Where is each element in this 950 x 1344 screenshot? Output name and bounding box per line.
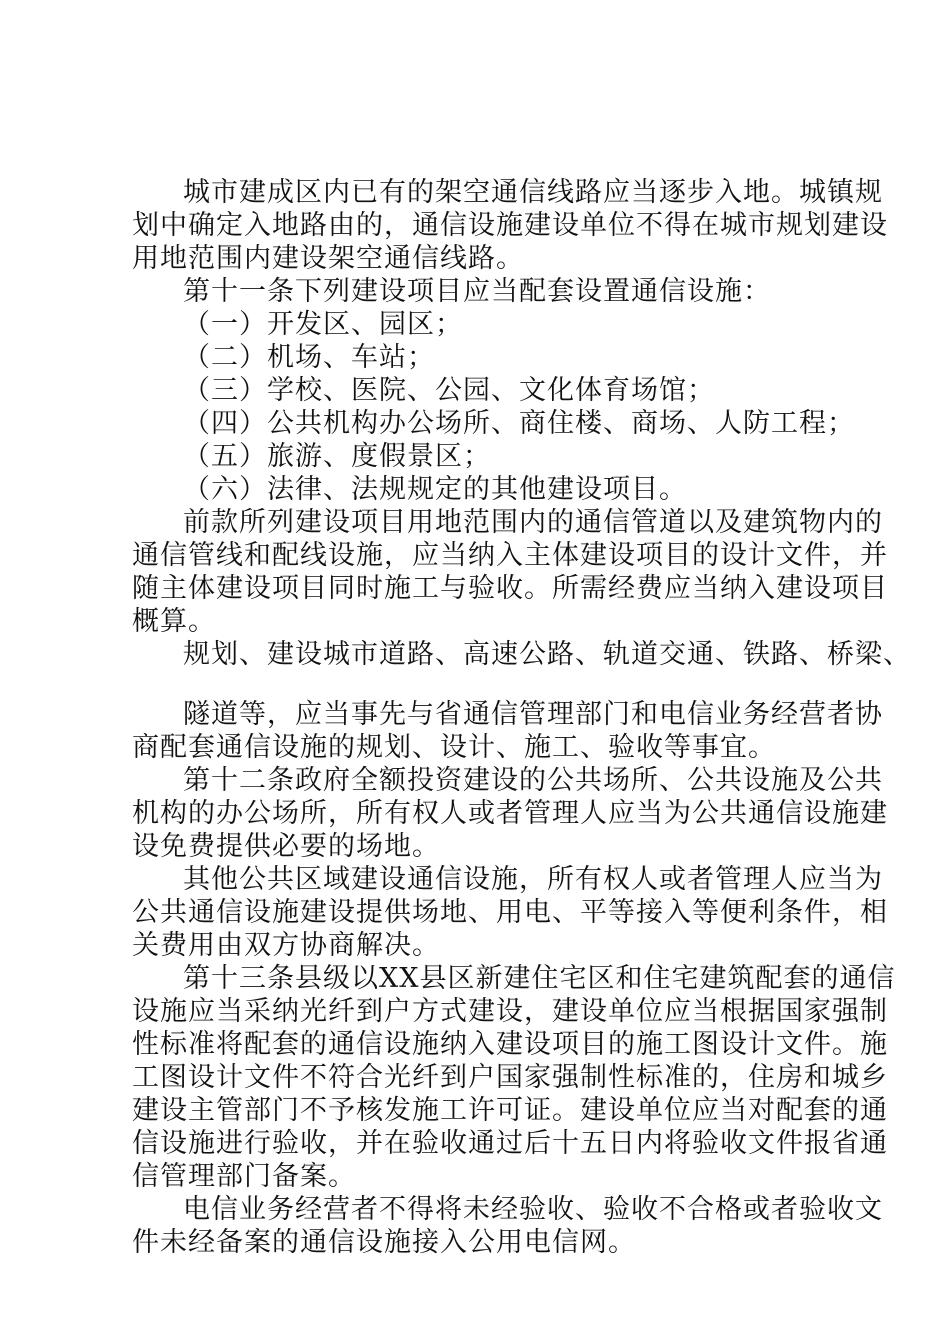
paragraph-line: 电信业务经营者不得将未经验收、验收不合格或者验收文 bbox=[183, 1194, 883, 1225]
paragraph-line: 隧道等，应当事先与省通信管理部门和电信业务经营者协 bbox=[183, 699, 883, 730]
paragraph-line: 件未经备案的通信设施接入公用电信网。 bbox=[132, 1227, 636, 1258]
paragraph-line: 信设施进行验收，并在验收通过后十五日内将验收文件报省通 bbox=[132, 1128, 888, 1159]
list-item: （六）法律、法规规定的其他建设项目。 bbox=[183, 474, 687, 505]
article-heading-line: 第十三条县级以XX县区新建住宅区和住宅建筑配套的通信 bbox=[183, 963, 896, 994]
list-item: （三）学校、医院、公园、文化体育场馆； bbox=[183, 375, 715, 406]
paragraph-line: 概算。 bbox=[132, 606, 216, 637]
paragraph-line: 前款所列建设项目用地范围内的通信管道以及建筑物内的 bbox=[183, 507, 883, 538]
paragraph-line: 关费用由双方协商解决。 bbox=[132, 930, 440, 961]
list-item: （二）机场、车站； bbox=[183, 342, 435, 373]
paragraph-line: 通信管线和配线设施，应当纳入主体建设项目的设计文件，并 bbox=[132, 540, 888, 571]
paragraph-line: 设免费提供必要的场地。 bbox=[132, 831, 440, 862]
paragraph-line: 设施应当采纳光纤到户方式建设，建设单位应当根据国家强制 bbox=[132, 996, 888, 1027]
paragraph-line: 工图设计文件不符合光纤到户国家强制性标准的，住房和城乡 bbox=[132, 1062, 888, 1093]
paragraph-line: 其他公共区域建设通信设施，所有权人或者管理人应当为 bbox=[183, 864, 883, 895]
paragraph-line: 划中确定入地路由的，通信设施建设单位不得在城市规划建设 bbox=[132, 210, 888, 241]
paragraph-line: 城市建成区内已有的架空通信线路应当逐步入地。城镇规 bbox=[183, 177, 883, 208]
paragraph-line: 规划、建设城市道路、高速公路、轨道交通、铁路、桥梁、 bbox=[183, 639, 911, 670]
paragraph-line: 建设主管部门不予核发施工许可证。建设单位应当对配套的通 bbox=[132, 1095, 888, 1126]
paragraph-line: 信管理部门备案。 bbox=[132, 1161, 356, 1192]
paragraph-line: 性标准将配套的通信设施纳入建设项目的施工图设计文件。施 bbox=[132, 1029, 888, 1060]
paragraph-line: 机构的办公场所，所有权人或者管理人应当为公共通信设施建 bbox=[132, 798, 888, 829]
paragraph-line: 随主体建设项目同时施工与验收。所需经费应当纳入建设项目 bbox=[132, 573, 888, 604]
article-heading-line: 第十二条政府全额投资建设的公共场所、公共设施及公共 bbox=[183, 765, 883, 796]
list-item: （五）旅游、度假景区； bbox=[183, 441, 491, 472]
paragraph-line: 用地范围内建设架空通信线路。 bbox=[132, 243, 524, 274]
paragraph-line: 商配套通信设施的规划、设计、施工、验收等事宜。 bbox=[132, 732, 776, 763]
list-item: （一）开发区、园区； bbox=[183, 309, 463, 340]
list-item: （四）公共机构办公场所、商住楼、商场、人防工程； bbox=[183, 408, 855, 439]
paragraph-line: 公共通信设施建设提供场地、用电、平等接入等便利条件，相 bbox=[132, 897, 888, 928]
article-heading-line: 第十一条下列建设项目应当配套设置通信设施： bbox=[183, 276, 771, 307]
